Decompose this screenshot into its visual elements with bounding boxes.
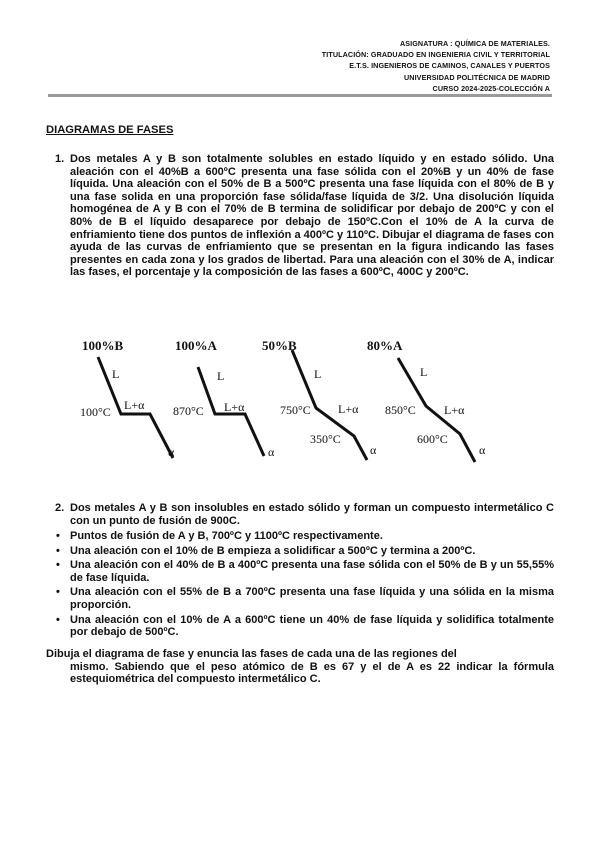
- bullet-icon: •: [56, 544, 60, 557]
- liquid-label: L: [314, 367, 322, 381]
- bullet-icon: •: [56, 530, 60, 542]
- condition-item: [56, 613, 554, 639]
- temperature-label: 870°C: [173, 404, 204, 418]
- header-subject: ASIGNATURA : QUÍMICA DE MATERIALES.: [399, 39, 550, 48]
- curve-title: 50%B: [262, 338, 297, 353]
- condition-text: Puntos de fusión de A y B, 700ºC y 1100ºC respectivamente.: [70, 530, 383, 542]
- liquid-label: L: [420, 365, 428, 379]
- bullet-icon: •: [56, 559, 60, 572]
- temperature-label-2: 350°C: [310, 432, 341, 446]
- problem-2-conditions: [56, 530, 554, 641]
- header-school: E.T.S. INGENIEROS DE CAMINOS, CANALES Y PUERTOS: [349, 61, 550, 71]
- solid-label: α: [268, 445, 275, 459]
- instructions-first-line: Dibuja el diagrama de fase y enuncia las fases de cada una de las regiones del: [46, 648, 457, 660]
- temperature-label: 850°C: [385, 403, 416, 417]
- problem-2-instructions: [46, 648, 554, 686]
- problem-2-number: 2.: [55, 502, 65, 514]
- condition-text: Una aleación con el 55% de B a 700ºC presenta una fase líquida y una sólida en la misma proporción.: [70, 586, 554, 611]
- problem-2: [55, 502, 554, 527]
- curve-title: 100%B: [82, 338, 124, 353]
- header-university: UNIVERSIDAD POLITÉCNICA DE MADRID: [404, 72, 550, 82]
- condition-item: [56, 544, 554, 558]
- instructions-rest: mismo. Sabiendo que el peso atómico de B es 67 y el de A es 22 indicar la fórmula estequiométrica del compuesto intermetálico C.: [70, 660, 554, 686]
- temperature-label: 100°C: [80, 405, 111, 419]
- cooling-curve-100B: [80, 338, 175, 459]
- section-title: DIAGRAMAS DE FASES: [46, 124, 174, 136]
- condition-item: [56, 530, 554, 543]
- cooling-curve-100A: [173, 338, 275, 459]
- bullet-icon: •: [56, 586, 60, 599]
- liquid-label: L: [217, 369, 225, 383]
- curve-title: 80%A: [367, 338, 403, 353]
- condition-text: Una aleación con el 10% de A a 600ºC tiene un 40% de fase líquida y solidifica totalmente por debajo de 500ºC.: [70, 613, 554, 639]
- cooling-curves-figure: [0, 330, 600, 490]
- liquid-label: L: [112, 367, 120, 381]
- mix-label: L+α: [124, 398, 145, 412]
- cooling-curve-80A: [367, 338, 486, 462]
- condition-item: [56, 559, 554, 584]
- cooling-curve-50B: [262, 338, 377, 460]
- solid-label: α: [370, 443, 377, 457]
- temperature-label-2: 600°C: [417, 432, 448, 446]
- mix-label: L+α: [338, 402, 359, 416]
- solid-label: α: [168, 445, 175, 459]
- problem-2-text: Dos metales A y B son insolubles en estado sólido y forman un compuesto intermetálico C con un punto de fusión de 900C.: [70, 502, 554, 527]
- curve-title: 100%A: [175, 338, 217, 353]
- course-header: [322, 38, 550, 94]
- bullet-icon: •: [56, 613, 60, 626]
- mix-label: L+α: [224, 400, 245, 414]
- problem-1-number: 1.: [55, 153, 65, 165]
- mix-label: L+α: [444, 403, 465, 417]
- condition-text: Una aleación con el 10% de B empieza a solidificar a 500ºC y termina a 200ºC.: [70, 544, 476, 557]
- header-degree: TITULACIÓN: GRADUADO EN INGENIERIA CIVIL Y TERRITORIAL: [321, 50, 550, 60]
- problem-1: [55, 153, 554, 279]
- solid-label: α: [479, 443, 486, 457]
- header-course: CURSO 2024-2025-COLECCIÓN A: [432, 83, 550, 93]
- problem-1-text: Dos metales A y B son totalmente solubles en estado líquido y en estado sólido. Una aleación con el 40%B a 600ºC presenta una fase sólida con el 20%B y un 40% de fase líquida. Una aleación con el 50% de B a 500ºC presenta una fase líquida con el 80% de B y una fase solida en una proporción fase sólida/fase líquida de 3/2. Una disolución líquida homogénea de A y B con el 70% de B termina de solidificar por debajo de 200ºC y con el 80% de B el líquido desaparece por debajo de 150ºC.Con el 10% de A la curva de enfriamiento tiene dos puntos de inflexión a 400ºC y 110ºC. Dibujar el diagrama de fases con ayuda de las curvas de enfriamiento que se presentan en la figura indicando las fases presentes en cada zona y los grados de libertad. Para una aleación con el 30% de A, indicar las fases, el porcentaje y la composición de las fases a 600ºC, 400C y 200ºC.: [70, 153, 554, 279]
- temperature-label: 750°C: [280, 403, 311, 417]
- header-divider: [48, 94, 552, 97]
- condition-item: [56, 586, 554, 611]
- condition-text: Una aleación con el 40% de B a 400ºC presenta una fase sólida con el 50% de B y un 55,55% de fase líquida.: [70, 559, 554, 584]
